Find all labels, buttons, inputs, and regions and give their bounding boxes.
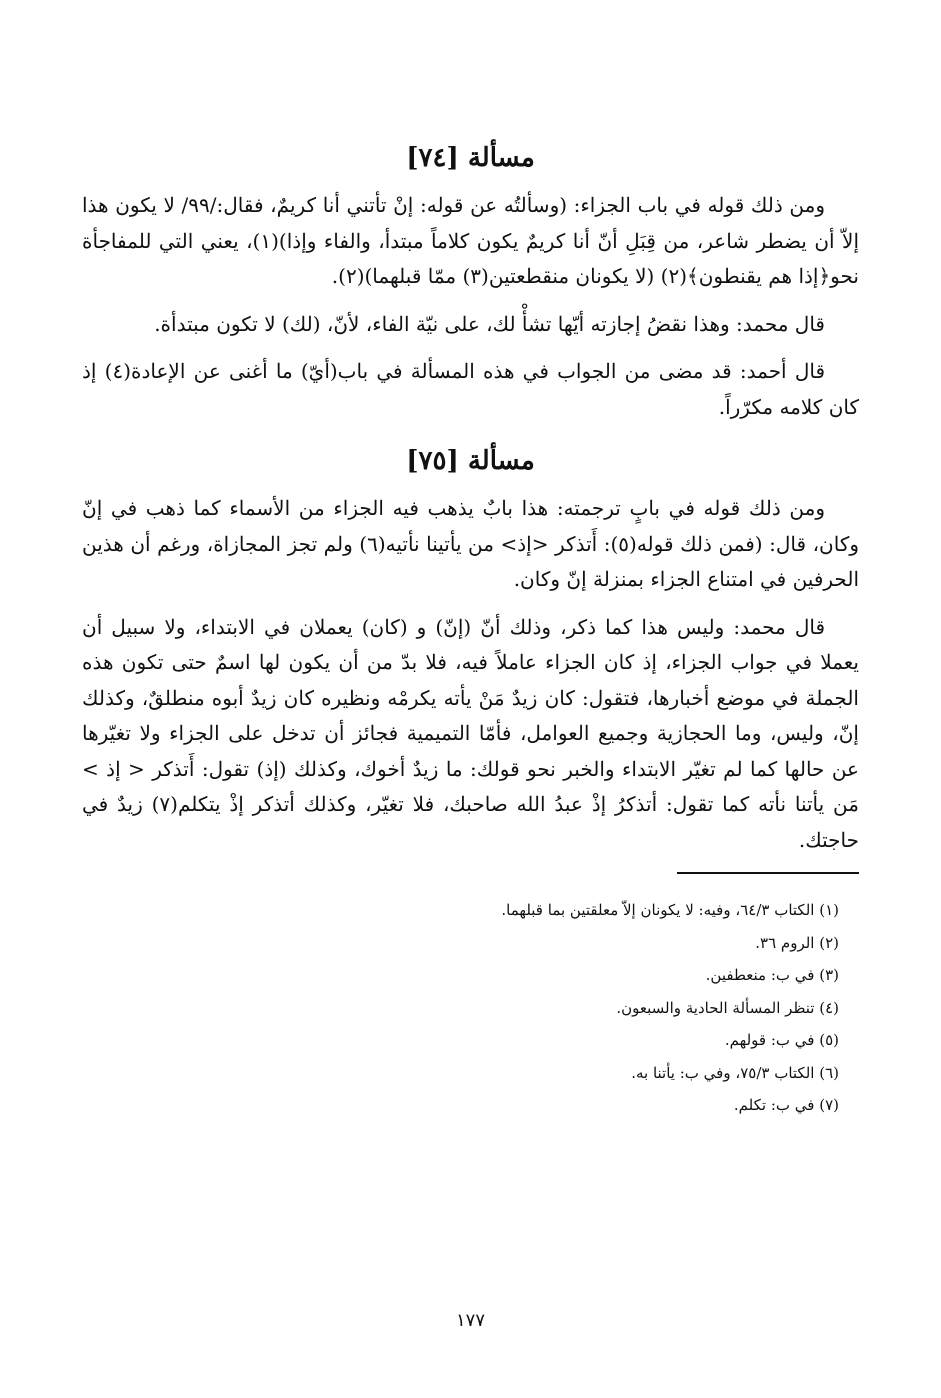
footnote: (١) الكتاب ٦٤/٣، وفيه: لا يكونان إلاّ معلقتين بما قبلهما. [501,901,839,919]
footnote: (٣) في ب: منعطفين. [705,966,839,984]
section-heading: مسألة [٧٤] [406,143,535,173]
footnote: (٦) الكتاب ٧٥/٣، وفي ب: يأتنا به. [631,1063,839,1082]
paragraph: قال أحمد: قد مضى من الجواب في هذه المسألة في باب(أيّ) ما أغنى عن الإعادة(٤) إذ كان كلامه مكرّراً. [82,359,859,419]
paragraph: ومن ذلك قوله في بابٍ ترجمته: هذا بابٌ يذهب فيه الجزاء من الأسماء كما ذهب في إنّ وكان، قال: (فمن ذلك قوله(٥): أَتذكر <إذ> من يأتينا نأتيه(٦) ولم تجز المجازاة، ورغم أن هذين الحرفين في امتناع الجزاء بمنزلة إنّ وكان. [82,496,859,591]
paragraph: قال محمد: وهذا نقضُ إجازته أيّها تشأْ لك، على نيّة الفاء، لأنّ، (لك) لا تكون مبتدأة. [154,311,825,336]
page-number: ١٧٧ [455,1310,485,1331]
paragraph: ومن ذلك قوله في باب الجزاء: (وسألتُه عن قوله: إنْ تأتني أنا كريمٌ، فقال:/٩٩/ لا يكون هذا إلاّ أن يضطر شاعر، من قِبَلِ أنّ أنا كريمٌ يكون كلاماً مبتدأ، والفاء وإذا)(١)، يعني التي للمفاجأة نحو﴿إذا هم يقنطون﴾(٢) (لا يكونان منقطعتين(٣) ممّا قبلهما)(٢). [82,193,860,288]
footnote: (٥) في ب: قولهم. [724,1031,839,1049]
section-heading: مسألة [٧٥] [406,446,535,476]
footnote-divider [677,872,859,874]
footnote: (٧) في ب: تكلم. [733,1096,839,1114]
footnote: (٢) الروم ٣٦. [755,933,839,952]
paragraph: قال محمد: وليس هذا كما ذكر، وذلك أنّ (إنّ) و (كان) يعملان في الابتداء، ولا سبيل أن يعملا في جواب الجزاء، إذ كان الجزاء عاملاً فيه، فلا بدّ من أن يكون لها اسمٌ حتى تكون هذه الجملة في موضع أخبارها، فتقول: كان زيدٌ مَنْ يأته يكرمْه ونظيره كان زيدٌ أبوه منطلقٌ، وكذلك إنّ، وليس، وما الحجازية وجميع العوامل، فأمّا التميمية فجائز أن تدخل على الجزاء ولا تغيّرها عن حالها كما لم تغيّر الابتداء والخبر نحو قولك: ما زيدٌ أخوك، وكذلك (إذ) تقول: أَتذكر < إذ > مَن يأتنا نأته كما تقول: أتذكرُ إذْ عبدُ الله صاحبك، فلا تغيّر، وكذلك أتذكر إذْ يتكلم(٧) زيدٌ في حاجتك. [82,614,859,852]
footnote: (٤) تنظر المسألة الحادية والسبعون. [616,998,839,1017]
footnote-list [82,894,859,1122]
